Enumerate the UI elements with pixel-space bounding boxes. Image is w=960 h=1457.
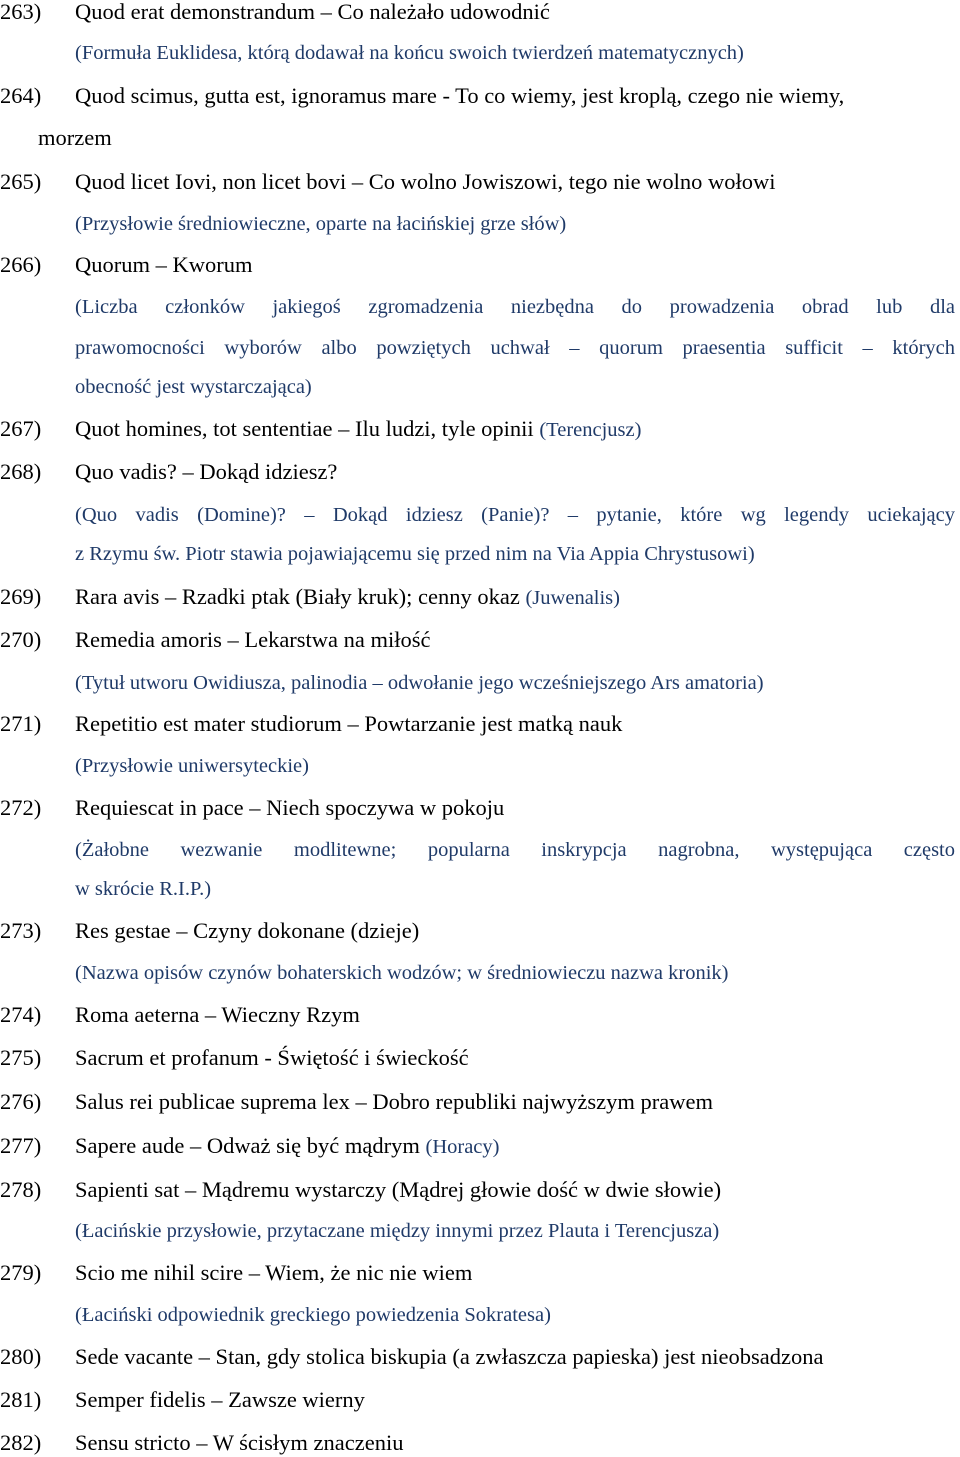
entry-note: prawomocności wyborów albo powziętych uchwał – quorum praesentia sufficit – których: [75, 337, 955, 359]
entry-text: Sapienti sat – Mądremu wystarczy (Mądrej głowie dość w dwie słowie): [75, 1177, 722, 1202]
entry-text: Salus rei publicae suprema lex – Dobro republiki najwyższym prawem: [75, 1089, 713, 1114]
entry-text-continuation: morzem: [38, 125, 112, 150]
entry-number: 267): [0, 416, 42, 441]
entry-note: (Quo vadis (Domine)? – Dokąd idziesz (Panie)? – pytanie, które wg legendy uciekający: [75, 504, 955, 526]
entry-number: 269): [0, 584, 42, 609]
entry-note: (Formuła Euklidesa, którą dodawał na końcu swoich twierdzeń matematycznych): [75, 42, 744, 64]
entry-number: 266): [0, 252, 42, 277]
entry-number: 271): [0, 711, 42, 736]
entry-number: 270): [0, 627, 42, 652]
entry-note: (Nazwa opisów czynów bohaterskich wodzów; w średniowieczu nazwa kronik): [75, 962, 729, 984]
entry-number: 282): [0, 1430, 42, 1455]
entry-text-with-note: [75, 418, 641, 441]
entry-number: 263): [0, 0, 42, 24]
entry-number: 273): [0, 918, 42, 943]
entry-text-with-note: [75, 586, 620, 609]
entry-text: Quod licet Iovi, non licet bovi – Co wolno Jowiszowi, tego nie wolno wołowi: [75, 169, 776, 194]
entry-text: Quod scimus, gutta est, ignoramus mare - To co wiemy, jest kroplą, czego nie wiemy,: [75, 83, 845, 108]
entry-text: Quod erat demonstrandum – Co należało udowodnić: [75, 0, 550, 24]
entry-text: Sapere aude – Odważ się być mądrym: [75, 1133, 420, 1158]
entry-note: (Przysłowie uniwersyteckie): [75, 755, 309, 777]
entry-inline-note: (Juwenalis): [525, 587, 620, 609]
entry-note: obecność jest wystarczająca): [75, 376, 312, 398]
entry-number: 264): [0, 83, 42, 108]
entry-text: Sensu stricto – W ścisłym znaczeniu: [75, 1430, 404, 1455]
entry-note: (Liczba członków jakiegoś zgromadzenia niezbędna do prowadzenia obrad lub dla: [75, 296, 955, 318]
entry-text: Requiescat in pace – Niech spoczywa w pokoju: [75, 795, 505, 820]
entry-number: 272): [0, 795, 42, 820]
entry-note: (Żałobne wezwanie modlitewne; popularna inskrypcja nagrobna, występująca często: [75, 839, 955, 861]
entry-number: 281): [0, 1387, 42, 1412]
entry-note: (Tytuł utworu Owidiusza, palinodia – odwołanie jego wcześniejszego Ars amatoria): [75, 672, 764, 694]
entry-note: w skrócie R.I.P.): [75, 878, 212, 900]
entry-text: Quot homines, tot sententiae – Ilu ludzi, tyle opinii: [75, 416, 534, 441]
entry-number: 274): [0, 1002, 42, 1027]
entry-text: Repetitio est mater studiorum – Powtarzanie jest matką nauk: [75, 711, 623, 736]
entry-text: Quorum – Kworum: [75, 252, 253, 277]
entry-number: 277): [0, 1133, 42, 1158]
entry-note: (Łacińskie przysłowie, przytaczane między innymi przez Plauta i Terencjusza): [75, 1220, 720, 1242]
entry-number: 279): [0, 1260, 42, 1285]
entry-inline-note: (Horacy): [425, 1136, 500, 1158]
entry-text: Roma aeterna – Wieczny Rzym: [75, 1002, 360, 1027]
entry-text: Res gestae – Czyny dokonane (dzieje): [75, 918, 420, 943]
entry-text: Scio me nihil scire – Wiem, że nic nie wiem: [75, 1260, 473, 1285]
entry-text: Sede vacante – Stan, gdy stolica biskupia (a zwłaszcza papieska) jest nieobsadzona: [75, 1344, 824, 1369]
entry-text: Quo vadis? – Dokąd idziesz?: [75, 459, 338, 484]
entry-text: Sacrum et profanum - Świętość i świeckość: [75, 1045, 469, 1070]
entry-text: Rara avis – Rzadki ptak (Biały kruk); cenny okaz: [75, 584, 520, 609]
entry-number: 275): [0, 1045, 42, 1070]
entry-number: 268): [0, 459, 42, 484]
entry-inline-note: (Terencjusz): [539, 419, 642, 441]
entry-number: 276): [0, 1089, 42, 1114]
entry-note: (Przysłowie średniowieczne, oparte na łacińskiej grze słów): [75, 213, 567, 235]
entry-text-with-note: [75, 1135, 499, 1158]
entry-text: Remedia amoris – Lekarstwa na miłość: [75, 627, 431, 652]
entry-note: z Rzymu św. Piotr stawia pojawiającemu się przed nim na Via Appia Chrystusowi): [75, 543, 755, 565]
entry-note: (Łaciński odpowiednik greckiego powiedzenia Sokratesa): [75, 1304, 551, 1326]
entry-text: Semper fidelis – Zawsze wierny: [75, 1387, 365, 1412]
entry-number: 265): [0, 169, 42, 194]
entry-number: 280): [0, 1344, 42, 1369]
entry-number: 278): [0, 1177, 42, 1202]
